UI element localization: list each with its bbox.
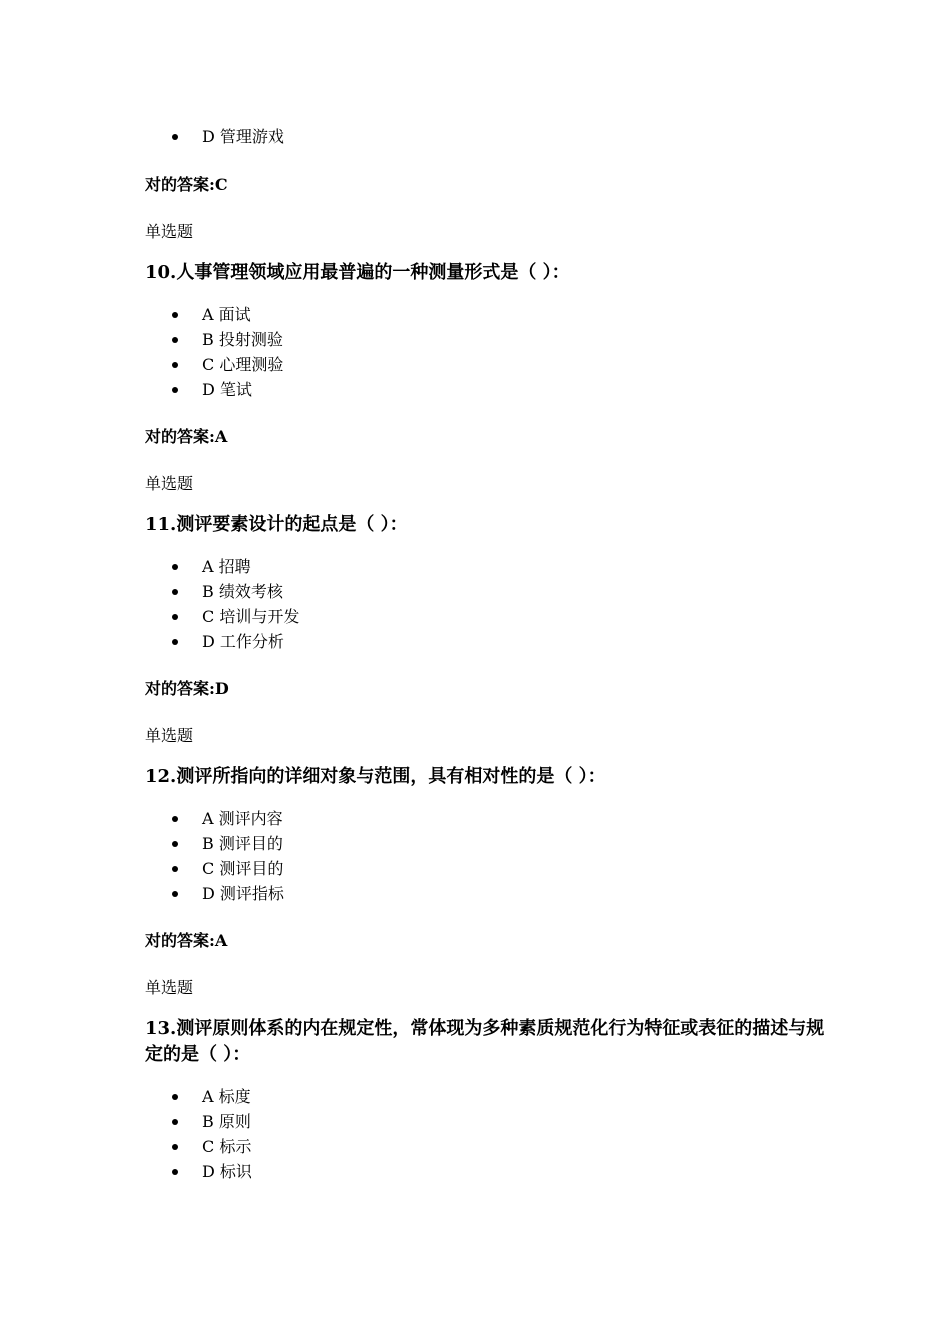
bullet-icon [172,1119,178,1125]
option-item [145,554,825,579]
answer-line: 对的答案:A [145,931,228,950]
option-text: D 测评指标 [202,884,284,903]
question-type: 单选题 [145,978,194,997]
option-item [145,1109,825,1134]
bullet-icon [172,841,178,847]
option-item [145,881,825,906]
option-text: B 投射测验 [202,330,283,349]
question-title: 11.测评要素设计的起点是（ ）： [145,514,408,535]
question-options [145,1084,825,1184]
option-text: D 管理游戏 [202,127,284,146]
option-text: A 招聘 [202,557,251,576]
question-options [145,806,825,906]
bullet-icon [172,891,178,897]
option-item [145,806,825,831]
bullet-icon [172,564,178,570]
bullet-icon [172,589,178,595]
bullet-icon [172,1144,178,1150]
option-item [145,327,825,352]
option-item [145,352,825,377]
option-text: D 标识 [202,1162,252,1181]
prev-question-options [145,124,825,149]
option-item [145,831,825,856]
bullet-icon [172,639,178,645]
bullet-icon [172,866,178,872]
bullet-icon [172,337,178,343]
option-item [145,1084,825,1109]
option-item [145,579,825,604]
question-title: 12.测评所指向的详细对象与范围，具有相对性的是（ ）： [145,766,606,787]
option-item [145,1134,825,1159]
question-type: 单选题 [145,726,194,745]
bullet-icon [172,1094,178,1100]
question-title: 10.人事管理领域应用最普遍的一种测量形式是（ ）： [145,262,570,283]
option-text: D 笔试 [202,380,252,399]
bullet-icon [172,387,178,393]
answer-line: 对的答案:C [145,175,228,194]
option-text: B 测评目的 [202,834,283,853]
question-type: 单选题 [145,474,194,493]
option-item [145,302,825,327]
option-list [145,302,825,402]
option-item [145,124,825,149]
bullet-icon [172,1169,178,1175]
option-text: D 工作分析 [202,632,284,651]
option-text: B 绩效考核 [202,582,283,601]
option-list [145,806,825,906]
option-text: A 面试 [202,305,251,324]
bullet-icon [172,614,178,620]
option-text: B 原则 [202,1112,251,1131]
option-text: A 标度 [202,1087,251,1106]
option-text: A 测评内容 [202,809,283,828]
option-item [145,1159,825,1184]
question-options [145,554,825,654]
option-item [145,377,825,402]
answer-line: 对的答案:A [145,427,228,446]
option-list [145,1084,825,1184]
option-list [145,554,825,654]
option-text: C 测评目的 [202,859,284,878]
option-item [145,629,825,654]
answer-line: 对的答案:D [145,679,229,698]
option-text: C 心理测验 [202,355,284,374]
bullet-icon [172,816,178,822]
option-text: C 标示 [202,1137,252,1156]
bullet-icon [172,312,178,318]
option-list [145,124,825,149]
question-type: 单选题 [145,222,194,241]
option-text: C 培训与开发 [202,607,300,626]
question-title: 13.测评原则体系的内在规定性，常体现为多种素质规范化行为特征或表征的描述与规定的是（ ）： [145,1018,825,1065]
option-item [145,604,825,629]
option-item [145,856,825,881]
bullet-icon [172,134,178,140]
bullet-icon [172,362,178,368]
question-options [145,302,825,402]
